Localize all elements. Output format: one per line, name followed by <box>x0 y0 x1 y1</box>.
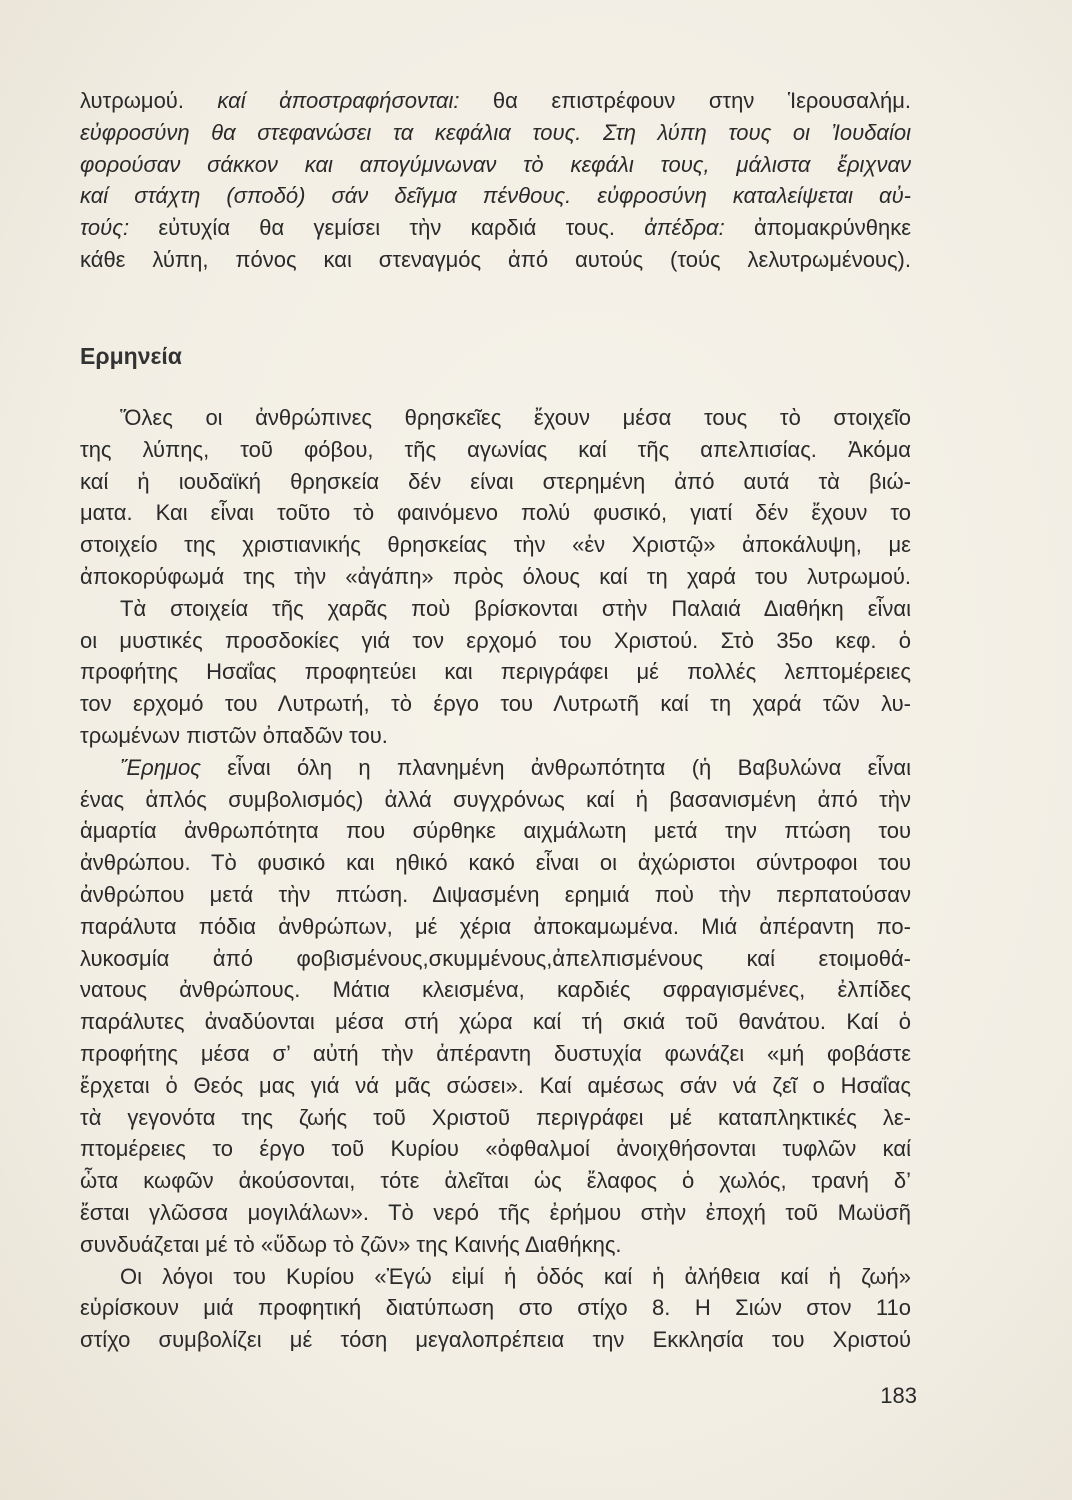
text-line <box>80 85 911 117</box>
text-run: ἁμαρτία ἀνθρωπότητα που σύρθηκε αιχμάλωτη μετά την πτώση του <box>80 818 911 844</box>
text-line <box>80 180 911 212</box>
continuation-text <box>80 85 911 276</box>
text-run: στίχο συμβολίζει μέ τόση μεγαλοπρέπεια την Εκκλησία του Χριστού <box>80 1327 911 1353</box>
text-line <box>80 212 911 244</box>
text-run: Οι λόγοι του Κυρίου «Ἐγώ εἰμί ἡ ὁδός καί ἡ ἀλήθεια καί ἡ ζωή» <box>120 1263 911 1289</box>
text-line <box>80 1133 911 1165</box>
text-line <box>80 1324 911 1356</box>
text-run: ματα. Και εἶναι τοῦτο τὸ φαινόμενο πολύ φυσικό, γιατί δέν ἔχουν το <box>80 500 911 526</box>
text-run: θα επιστρέφουν στην Ἱερουσαλήμ. <box>459 88 911 113</box>
text-line <box>80 1165 911 1197</box>
text-line <box>80 815 911 847</box>
text-run: ἀποκορύφωμά της τὴν «ἀγάπη» πρὸς όλους καί τη χαρά του λυτρωμού. <box>80 563 911 589</box>
page-number: 183 <box>880 1383 917 1408</box>
section-heading: Ερμηνεία <box>80 343 182 369</box>
text-line <box>80 943 911 975</box>
text-line <box>80 1038 911 1070</box>
text-line <box>80 1070 911 1102</box>
text-line <box>80 974 911 1006</box>
text-line <box>80 1261 911 1293</box>
paragraph <box>80 402 911 593</box>
text-run: εἶναι όλη η πλανημένη ἀνθρωπότητα (ἡ Βαβυλώνα εἶναι <box>200 754 911 780</box>
text-run: ἀπομακρύνθηκε <box>724 215 911 241</box>
text-line <box>80 720 911 752</box>
text-run: στοιχείο της χριστιανικής θρησκείας τὴν «ἐν Χριστῷ» ἀποκάλυψη, με <box>80 532 911 558</box>
text-line <box>80 879 911 911</box>
text-run: παράλυτες ἀναδύονται μέσα στή χώρα καί τή σκιά τοῦ θανάτου. Καί ὁ <box>80 1009 911 1035</box>
text-run: τὰ γεγονότα της ζωής τοῦ Χριστοῦ περιγράφει μέ καταπληκτικές λε- <box>80 1104 911 1130</box>
text-run: ἀνθρώπου. Τὸ φυσικό και ηθικό κακό εἶναι οι ἀχώριστοι σύντροφοι του <box>80 850 911 876</box>
paragraph <box>80 85 911 276</box>
text-run: λυτρωμού. <box>80 88 218 113</box>
text-line <box>80 529 911 561</box>
text-run: προφήτης Ησαΐας προφητεύει και περιγράφει μέ πολλές λεπτομέρειες <box>80 659 911 685</box>
section-body <box>80 402 911 1356</box>
text-run: Τὰ στοιχεία τῆς χαρᾶς ποὺ βρίσκονται στὴν Παλαιά Διαθήκη εἶναι <box>120 595 911 621</box>
text-run: ἔσται γλῶσσα μογιλάλων». Τὸ νερό τῆς ἐρήμου στὴν ἐποχή τοῦ Μωϋσῆ <box>80 1199 911 1225</box>
text-run: νατους ἀνθρώπους. Μάτια κλεισμένα, καρδιές σφραγισμένες, ἐλπίδες <box>80 977 911 1003</box>
italic-text-run: εὐφροσύνη θα στεφανώσει τα κεφάλια τους. Στη λύπη τους οι Ἰουδαίοι <box>80 119 911 145</box>
text-line <box>80 784 911 816</box>
text-line <box>80 688 911 720</box>
text-run: εὑρίσκουν μιά προφητική διατύπωση στο στίχο 8. Η Σιών στον 11ο <box>80 1295 911 1321</box>
text-run: προφήτης μέσα σ’ αὐτή τὴν ἀπέραντη δυστυχία φωνάζει «μή φοβάστε <box>80 1040 911 1066</box>
text-run: τρωμένων πιστῶν ὀπαδῶν του. <box>80 722 388 748</box>
text-run: ὦτα κωφῶν ἀκούσονται, τότε ἁλεῖται ὡς ἔλαφος ὁ χωλός, τρανή δ’ <box>80 1168 911 1194</box>
text-run: πτομέρειες το έργο τοῦ Κυρίου «ὀφθαλμοί ἀνοιχθήσονται τυφλῶν καί <box>80 1136 911 1162</box>
text-line <box>80 1102 911 1134</box>
paragraph <box>80 752 911 1261</box>
text-run: ένας ἁπλός συμβολισμός) ἀλλά συγχρόνως καί ἡ βασανισμένη ἀπό τὴν <box>80 786 911 812</box>
text-line <box>80 244 911 276</box>
text-line <box>80 625 911 657</box>
text-line <box>80 149 911 181</box>
italic-text-run: Ἔρημος <box>120 754 201 780</box>
italic-text-run: καί ἀποστραφήσονται: <box>217 88 460 113</box>
text-line <box>80 752 911 784</box>
text-line <box>80 593 911 625</box>
text-run: τον ερχομό του Λυτρωτή, τὸ έργο του Λυτρωτῆ καί τη χαρά τῶν λυ- <box>80 691 911 717</box>
text-line <box>80 434 911 466</box>
text-line <box>80 402 911 434</box>
paragraph <box>80 1261 911 1356</box>
text-line <box>80 656 911 688</box>
text-line <box>80 1006 911 1038</box>
text-run: συνδυάζεται μέ τὸ «ὕδωρ τὸ ζῶν» της Καινής Διαθήκης. <box>80 1231 622 1257</box>
text-line <box>80 466 911 498</box>
text-run: κάθε λύπη, πόνος και στεναγμός ἀπό αυτούς (τούς λελυτρωμένους). <box>80 246 911 272</box>
text-run: εὐτυχία θα γεμίσει τὴν καρδιά τους. <box>129 215 645 241</box>
text-run: λυκοσμία ἀπό φοβισμένους,σκυμμένους,ἀπελπισμένους καί ετοιμοθά- <box>80 945 911 971</box>
text-run: καί ἡ ιουδαϊκή θρησκεία δέν είναι στερημένη ἀπό αυτά τὰ βιώ- <box>80 468 911 494</box>
text-run: της λύπης, τοῦ φόβου, τῆς αγωνίας καί τῆς απελπισίας. Ἀκόμα <box>80 436 911 462</box>
text-run: οι μυστικές προσδοκίες γιά τον ερχομό του Χριστού. Στὸ 35ο κεφ. ὁ <box>80 627 911 653</box>
text-run: παράλυτα πόδια ἀνθρώπων, μέ χέρια ἀποκαμωμένα. Μιά ἀπέραντη πο- <box>80 913 911 939</box>
italic-text-run: ἀπέδρα: <box>644 215 725 241</box>
text-run: Ὅλες οι ἀνθρώπινες θρησκεῖες ἔχουν μέσα τους τὸ στοιχεῖο <box>120 405 911 430</box>
text-line <box>80 497 911 529</box>
text-run: ἔρχεται ὁ Θεός μας γιά νά μᾶς σώσει». Καί αμέσως σάν νά ζεῖ ο Ησαΐας <box>80 1072 911 1098</box>
italic-text-run: καί στάχτη (σποδό) σάν δεῖγμα πένθους. εὐφροσύνη καταλείψεται αὐ- <box>80 183 911 209</box>
text-line <box>80 561 911 593</box>
text-line <box>80 117 911 149</box>
text-line <box>80 847 911 879</box>
italic-text-run: τούς: <box>80 215 130 241</box>
text-line <box>80 1229 911 1261</box>
italic-text-run: φορούσαν σάκκον και απογύμνωναν τὸ κεφάλι τους, μάλιστα ἔριχναν <box>80 151 911 177</box>
text-line <box>80 1292 911 1324</box>
text-line <box>80 911 911 943</box>
text-line <box>80 1197 911 1229</box>
text-run: ἀνθρώπου μετά τὴν πτώση. Διψασμένη ερημιά ποὺ τὴν περπατούσαν <box>80 881 911 907</box>
paragraph <box>80 593 911 752</box>
